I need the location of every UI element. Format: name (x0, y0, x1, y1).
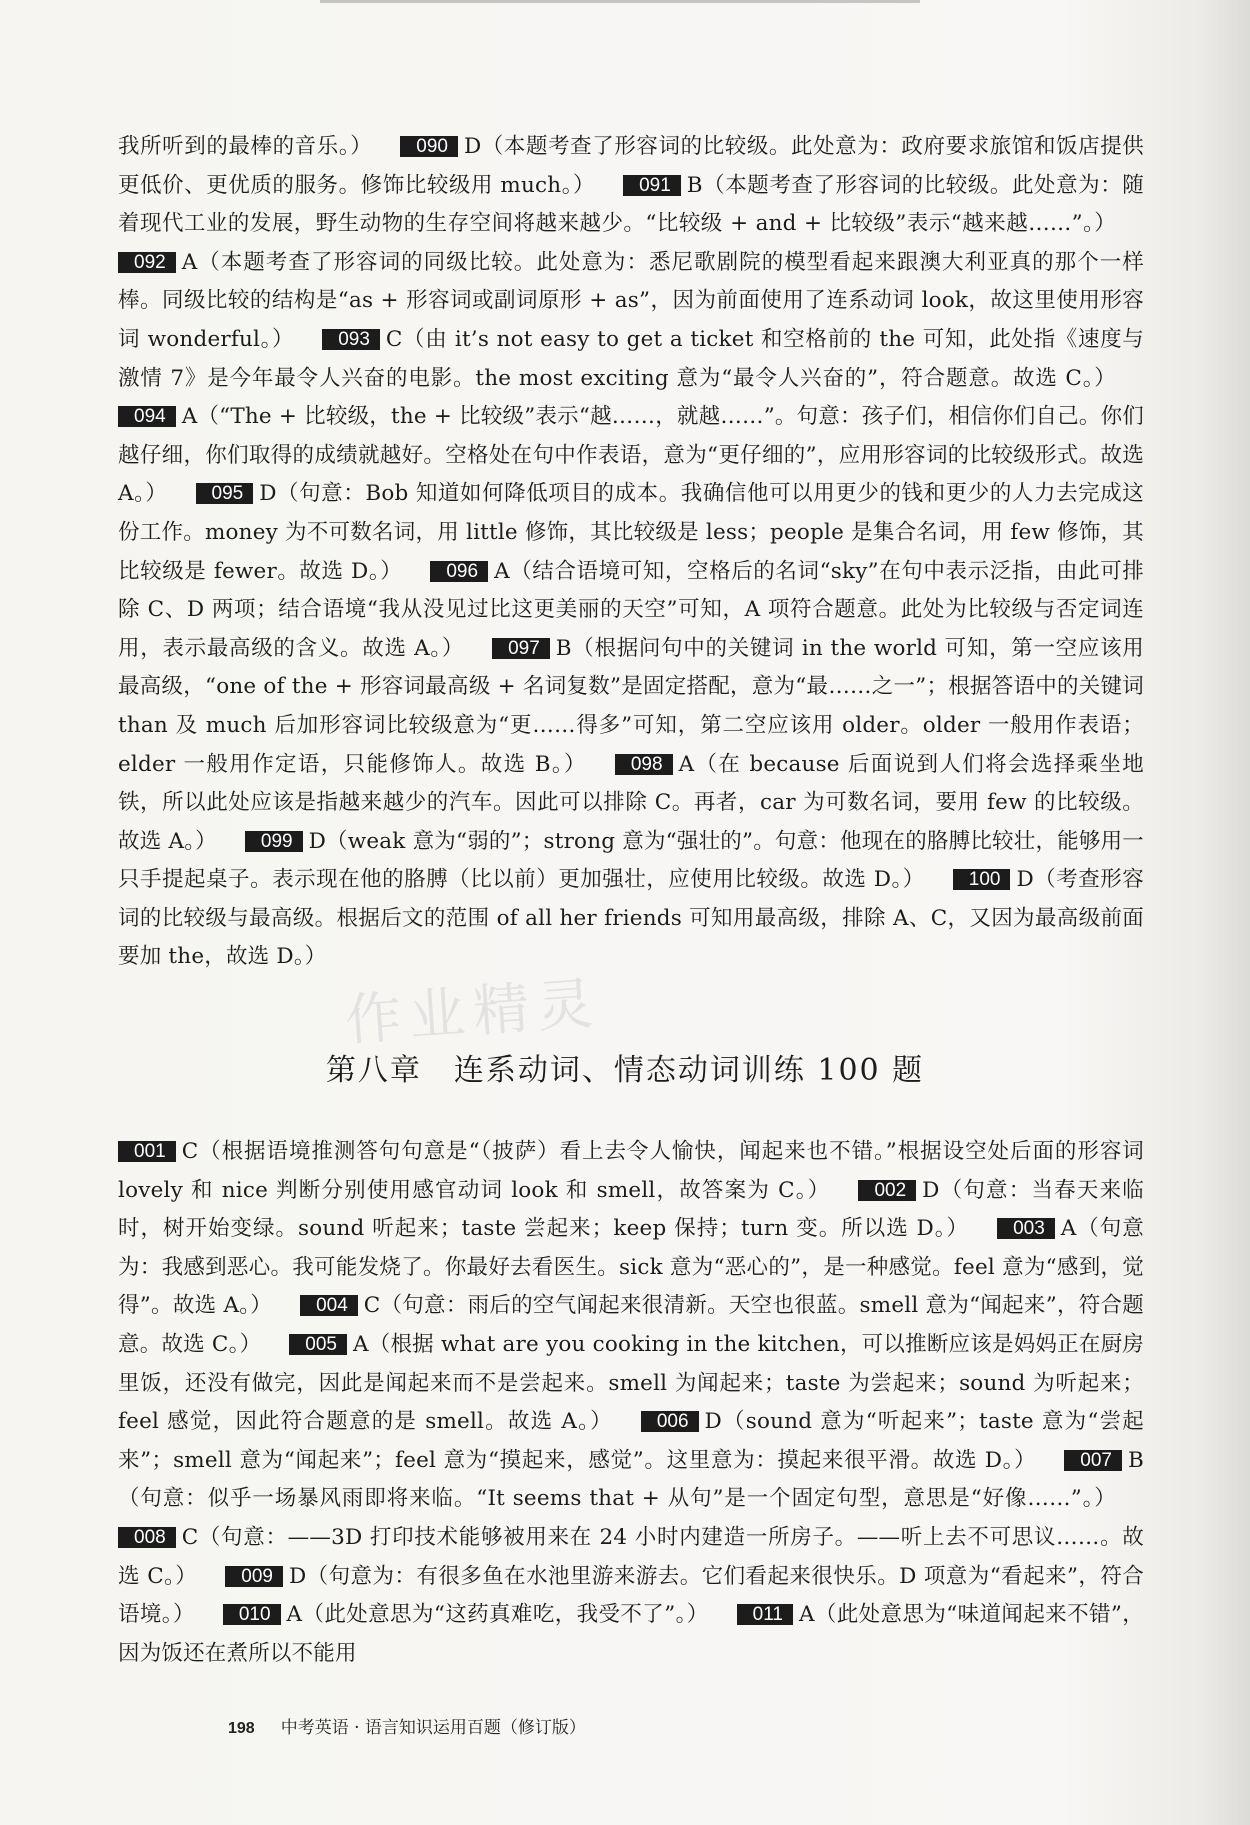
answer-text: A（根据 what are you cooking in the kitchen，可以推断应该是妈妈正在厨房里饭，还没有做完，因此是闻起来而不是尝起来。smell 为闻起来；taste 为尝起来；sound 为听起来；feel 感觉，因此符合题意的是 smell。故选 A。） (118, 1331, 1144, 1435)
answer-block-2 (118, 1133, 1144, 1673)
question-number-badge: 003 (997, 1218, 1055, 1239)
lead-text: 我所听到的最棒的音乐。） (118, 134, 373, 159)
answer-text: C（由 it’s not easy to get a ticket 和空格前的 the 可知，此处指《速度与激情 7》是今年最令人兴奋的电影。the most exciting 意为“最令人兴奋的”，符合题意。故选 C。） (118, 326, 1144, 391)
question-number-badge: 099 (245, 831, 303, 852)
book-title: 中考英语 · 语言知识运用百题（修订版） (280, 1718, 586, 1738)
answer-text: A（此处意思为“这药真难吃，我受不了”。） (286, 1602, 709, 1628)
question-number-badge: 097 (492, 638, 550, 659)
question-number-badge: 009 (225, 1566, 283, 1587)
answer-text: A（“The + 比较级，the + 比较级”表示“越……，就越……”。句意：孩子们，相信你们自己。你们越仔细，你们取得的成绩就越好。空格处在句中作表语，意为“更仔细的”，应用形容词的比较级形式。故选 A。） (118, 404, 1144, 507)
question-number-badge: 002 (858, 1180, 916, 1201)
section-title: 第八章 连系动词、情态动词训练 100 题 (325, 1053, 925, 1088)
answer-text: D（考查形容词的比较级与最高级。根据后文的范围 of all her friends 可知用最高级，排除 A、C，又因为最高级前面要加 the，故选 D。） (118, 867, 1144, 970)
question-number-badge: 001 (118, 1141, 176, 1162)
answer-text: D（本题考查了形容词的比较级。此处意为：政府要求旅馆和饭店提供更低价、更优质的服务。修饰比较级用 much。） (118, 134, 1144, 198)
question-number-badge: 010 (223, 1604, 281, 1625)
question-number-badge: 095 (196, 483, 254, 504)
page-number: 198 (228, 1720, 255, 1737)
question-number-badge: 094 (118, 406, 176, 427)
answer-text: D（句意：Bob 知道如何降低项目的成本。我确信他可以用更少的钱和更少的人力去完成这份工作。money 为不可数名词，用 little 修饰，其比较级是 less；people 是集合名词，用 few 修饰，其比较级是 fewer。故选 D。） (118, 481, 1144, 584)
question-number-badge: 005 (289, 1334, 347, 1355)
question-number-badge: 004 (300, 1295, 358, 1316)
answer-text: B（根据问句中的关键词 in the world 可知，第一空应该用最高级，“one of the + 形容词最高级 + 名词复数”是固定搭配，意为“最……之一”；根据答语中的关键词 than 及 much 后加形容词比较级意为“更……得多”可知，第二空应该用 older。older 一般用作表语；elder 一般用作定语，只能修饰人。故选 B。） (118, 635, 1144, 777)
answer-text: B（句意：似乎一场暴风雨即将来临。“It seems that + 从句”是一个固定句型，意思是“好像……”。） (118, 1447, 1144, 1512)
answer-text: D（sound 意为“听起来”；taste 意为“尝起来”；smell 意为“闻起来”；feel 意为“摸起来，感觉”。这里意为：摸起来很平滑。故选 D。） (118, 1409, 1144, 1473)
answer-text: B（本题考查了形容词的比较级。此处意为：随着现代工业的发展，野生动物的生存空间将越来越少。“比较级 + and + 比较级”表示“越来越……”。） (118, 172, 1144, 237)
answer-item (223, 1602, 709, 1627)
answer-text: A（此处意思为“味道闻起来不错”，因为饭还在煮所以不能用 (118, 1602, 1144, 1666)
watermark: 作业精灵 (343, 971, 604, 1054)
answer-text: A（句意为：我感到恶心。我可能发烧了。你最好去看医生。sick 意为“恶心的”，是一种感觉。feel 意为“感到，觉得”。故选 A。） (118, 1216, 1144, 1319)
question-number-badge: 006 (641, 1411, 699, 1432)
answer-text: C（句意：雨后的空气闻起来很清新。天空也很蓝。smell 意为“闻起来”，符合题意。故选 C。） (118, 1293, 1144, 1357)
question-number-badge: 008 (118, 1527, 176, 1548)
question-number-badge: 092 (118, 252, 176, 273)
answer-text: A（在 because 后面说到人们将会选择乘坐地铁，所以此处应该是指越来越少的汽车。因此可以排除 C。再者，car 为可数名词，要用 few 的比较级。故选 A。） (118, 751, 1144, 854)
question-number-badge: 090 (400, 136, 458, 157)
question-number-badge: 098 (615, 754, 673, 775)
answer-text: A（结合语境可知，空格后的名词“sky”在句中表示泛指，由此可排除 C、D 两项；结合语境“我从没见过比这更美丽的天空”可知，A 项符合题意。此处为比较级与否定词连用，表示最高级的含义。故选 A。） (118, 558, 1144, 661)
answer-text: A（本题考查了形容词的同级比较。此处意为：悉尼歌剧院的模型看起来跟澳大利亚真的那个一样棒。同级比较的结构是“as + 形容词或副词原形 + as”，因为前面使用了连系动词 look，故这里使用形容词 wonderful。） (118, 249, 1144, 352)
question-number-badge: 091 (623, 175, 681, 196)
answer-text: D（句意：当春天来临时，树开始变绿。sound 听起来；taste 尝起来；keep 保持；turn 变。所以选 D。） (118, 1177, 1144, 1242)
answer-text: C（根据语境推测答句句意是“（披萨）看上去令人愉快，闻起来也不错。”根据设空处后面的形容词 lovely 和 nice 判断分别使用感官动词 look 和 smell，故答案为 C。） (118, 1139, 1144, 1203)
question-number-badge: 096 (430, 561, 488, 582)
answer-text: D（weak 意为“弱的”；strong 意为“强壮的”。句意：他现在的胳膊比较壮，能够用一只手提起桌子。表示现在他的胳膊（比以前）更加强壮，应使用比较级。故选 D。） (118, 828, 1145, 893)
top-rule (320, 0, 920, 3)
answer-block-1 (118, 128, 1144, 977)
question-number-badge: 093 (322, 329, 380, 350)
answer-text: D（句意为：有很多鱼在水池里游来游去。它们看起来很快乐。D 项意为“看起来”，符合语境。） (118, 1563, 1144, 1628)
question-number-badge: 007 (1064, 1450, 1122, 1471)
question-number-badge: 100 (953, 869, 1011, 890)
question-number-badge: 011 (737, 1604, 793, 1625)
page-footer (228, 1713, 586, 1738)
answer-text: C（句意：——3D 打印技术能够被用来在 24 小时内建造一所房子。——听上去不可思议……。故选 C。） (118, 1524, 1144, 1589)
